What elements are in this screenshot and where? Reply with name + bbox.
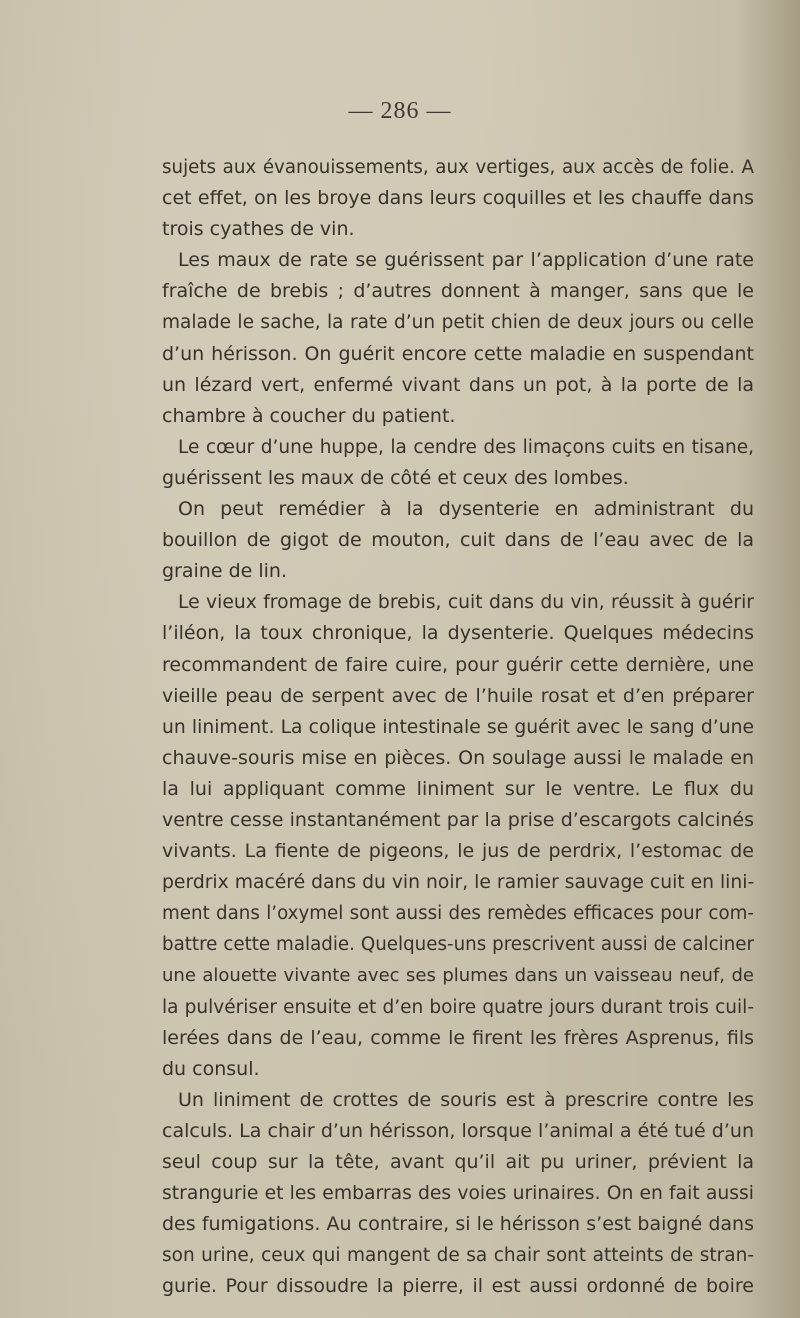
text-line: Les maux de rate se guérissent par l’application d’une rate xyxy=(178,249,754,272)
text-line: trois cyathes de vin. xyxy=(162,218,355,241)
text-line: l’iléon, la toux chronique, la dysenterie. Quelques médecins xyxy=(162,622,754,645)
text-line: calculs. La chair d’un hérisson, lorsque l’animal a été tué d’un xyxy=(162,1119,754,1142)
text-line: vivants. La fiente de pigeons, le jus de perdrix, l’estomac de xyxy=(162,840,754,863)
text-line: guérissent les maux de côté et ceux des lombes. xyxy=(162,466,629,489)
text-line: chauve-souris mise en pièces. On soulage aussi le malade en xyxy=(162,746,754,769)
text-line: ment dans l’oxymel sont aussi des remèdes efficaces pour com- xyxy=(162,903,754,925)
page-number: — 286 — xyxy=(348,98,452,124)
text-line: graine de lin. xyxy=(162,560,287,583)
text-line: des fumigations. Au contraire, si le hérisson s’est baigné dans xyxy=(162,1213,754,1236)
text-line: d’un hérisson. On guérit encore cette maladie en suspendant xyxy=(162,342,754,365)
text-line: la pulvériser ensuite et d’en boire quatre jours durant trois cuil- xyxy=(162,996,754,1018)
text-line: un liniment. La colique intestinale se guérit avec le sang d’une xyxy=(162,716,754,738)
text-line: fraîche de brebis ; d’autres donnent à manger, sans que le xyxy=(162,280,754,303)
text-line: recommandent de faire cuire, pour guérir cette dernière, une xyxy=(162,653,754,676)
text-line: lerées dans de l’eau, comme le firent les frères Asprenus, fils xyxy=(162,1026,754,1049)
text-line: du consul. xyxy=(162,1057,260,1080)
text-line: son urine, ceux qui mangent de sa chair sont atteints de stran- xyxy=(162,1245,754,1267)
text-line: ventre cesse instantanément par la prise d’escargots calcinés xyxy=(162,808,754,831)
body-text xyxy=(162,152,754,1302)
text-line: vieille peau de serpent avec de l’huile rosat et d’en préparer xyxy=(162,684,754,707)
text-line: Le vieux fromage de brebis, cuit dans du vin, réussit à guérir xyxy=(178,592,754,614)
text-line: la lui appliquant comme liniment sur le ventre. Le flux du xyxy=(162,777,754,800)
text-line: chambre à coucher du patient. xyxy=(162,404,456,427)
text-line: bouillon de gigot de mouton, cuit dans de l’eau avec de la xyxy=(162,529,754,552)
text-line: une alouette vivante avec ses plumes dans un vaisseau neuf, de xyxy=(162,965,754,987)
text-line: seul coup sur la tête, avant qu’il ait pu uriner, prévient la xyxy=(162,1151,754,1173)
text-line: un lézard vert, enfermé vivant dans un pot, à la porte de la xyxy=(162,373,754,396)
text-line: perdrix macéré dans du vin noir, le ramier sauvage cuit en lini- xyxy=(162,872,755,894)
text-line: On peut remédier à la dysenterie en administrant du xyxy=(178,498,754,521)
text-line: cet effet, on les broye dans leurs coquilles et les chauffe dans xyxy=(162,187,754,210)
text-line: Un liniment de crottes de souris est à prescrire contre les xyxy=(178,1088,754,1111)
text-line: battre cette maladie. Quelques-uns prescrivent aussi de calciner xyxy=(162,934,754,956)
text-line: malade le sache, la rate d’un petit chien de deux jours ou celle xyxy=(162,312,754,334)
text-line: Le cœur d’une huppe, la cendre des limaçons cuits en tisane, xyxy=(178,436,754,458)
text-line: gurie. Pour dissoudre la pierre, il est aussi ordonné de boire xyxy=(162,1275,754,1298)
text-line: strangurie et les embarras des voies urinaires. On en fait aussi xyxy=(162,1183,754,1205)
text-line: sujets aux évanouissements, aux vertiges, aux accès de folie. A xyxy=(162,157,754,178)
